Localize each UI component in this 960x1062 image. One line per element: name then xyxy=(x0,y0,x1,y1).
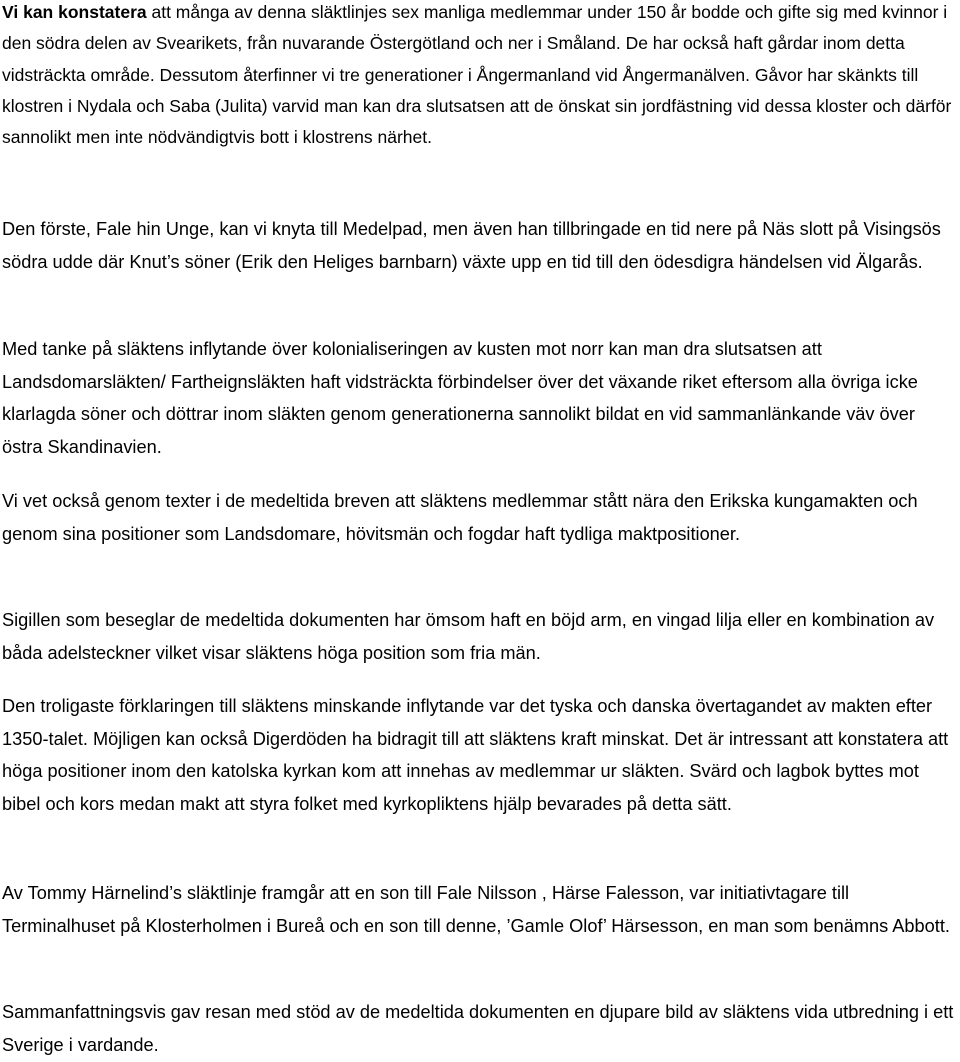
paragraph-conclusion xyxy=(2,0,957,153)
paragraph-seals: Sigillen som beseglar de medeltida dokumenten har ömsom haft en böjd arm, en vingad lilja eller en kombination av båda adelsteckner vilket visar släktens höga position som fria män. xyxy=(2,610,935,663)
paragraph-text: att många av denna släktlinjes sex manliga medlemmar under 150 år bodde och gifte sig med kvinnor i den södra delen av Svearikets, från nuvarande Östergötland och ner i Småland. De har också haft gårdar inom detta vidsträckta område. Dessutom återfinner vi tre generationer i Ångermanland vid Ångermanälven. Gåvor har skänkts till klostren i Nydala och Saba (Julita) varvid man kan dra slutsatsen att de önskat sin jordfästning vid dessa kloster och därför sannolikt men inte nödvändigtvis bott i klostrens närhet. xyxy=(2,2,952,148)
paragraph-fale-hin-unge: Den förste, Fale hin Unge, kan vi knyta till Medelpad, men även han tillbringade en tid nere på Näs slott på Visingsös södra udde där Knut’s söner (Erik den Heliges barnbarn) växte upp en tid till den ödesdigra händelsen vid Älgarås. xyxy=(2,219,941,272)
paragraph-tommy-harnelind: Av Tommy Härnelind’s släktlinje framgår att en son till Fale Nilsson , Härse Falesson, var initiativtagare till Terminalhuset på Klosterholmen i Bureå och en son till denne, ’Gamle Olof’ Härsesson, en man som benämns Abbott. xyxy=(2,883,950,936)
paragraph-summary: Sammanfattningsvis gav resan med stöd av de medeltida dokumenten en djupare bild av släktens vida utbredning i ett Sverige i vardande. xyxy=(2,1002,954,1055)
paragraph-royal-power: Vi vet också genom texter i de medeltida breven att släktens medlemmar stått nära den Erikska kungamakten och genom sina positioner som Landsdomare, hövitsmän och fogdar haft tydliga maktpositioner. xyxy=(2,491,918,544)
paragraph-colonization: Med tanke på släktens inflytande över kolonialiseringen av kusten mot norr kan man dra slutsatsen att Landsdomarsläkten/ Fartheignsläkten haft vidsträckta förbindelser över det växande riket eftersom alla övriga icke klarlagda söner och döttrar inom släkten genom generationerna sannolikt bildat en vid sammanlänkande väv över östra Skandinavien. xyxy=(2,339,918,457)
paragraph-lead: Vi kan konstatera xyxy=(2,2,147,22)
paragraph-decline: Den troligaste förklaringen till släktens minskande inflytande var det tyska och danska övertagandet av makten efter 1350-talet. Möjligen kan också Digerdöden ha bidragit till att släktens kraft minskat. Det är intressant att konstatera att höga positioner inom den katolska kyrkan kom att innehas av medlemmar ur släkten. Svärd och lagbok byttes mot bibel och kors medan makt att styra folket med kyrkopliktens hjälp bevarades på detta sätt. xyxy=(2,696,949,814)
